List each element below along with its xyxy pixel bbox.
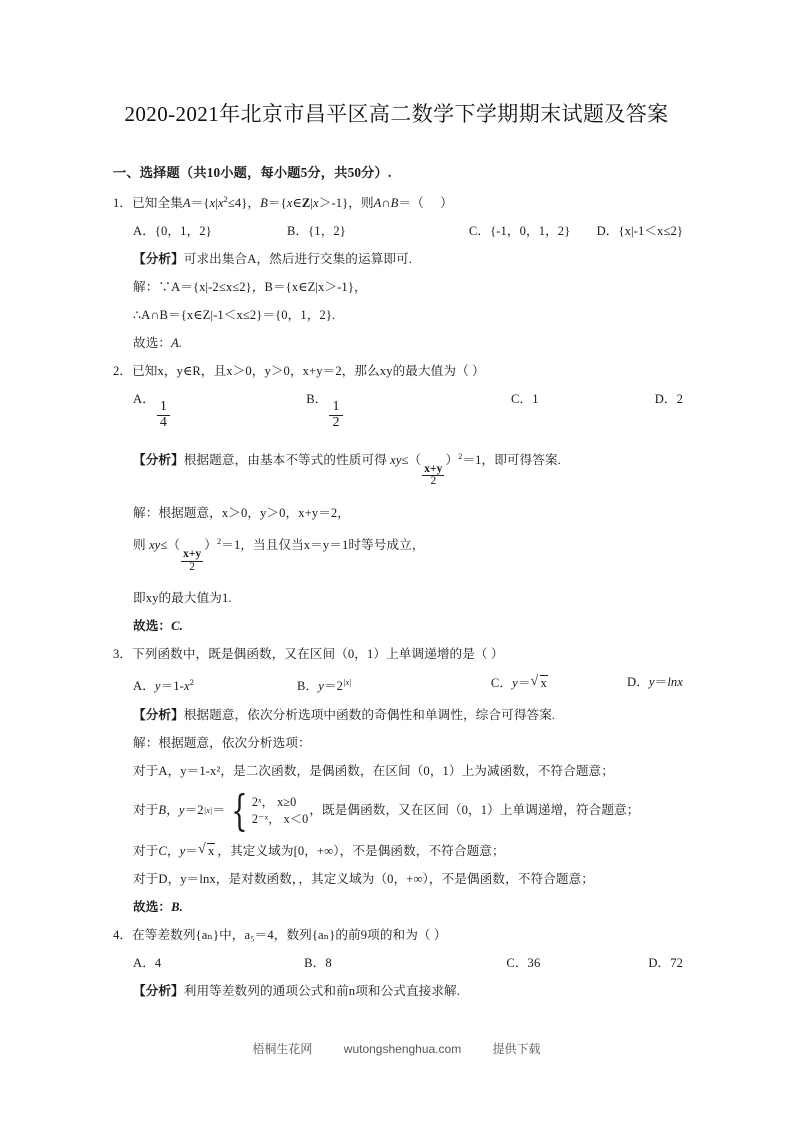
q2-option-b-numerator: 1 (329, 400, 342, 416)
q2-option-b-label: B． (306, 392, 328, 407)
q1-eq-2: ＝{ (267, 196, 287, 211)
answer-label: 故选： (133, 619, 172, 634)
q2-fraction-numerator: x+y (424, 462, 443, 475)
analysis-label: 【分析】 (133, 983, 184, 998)
question-2-options (133, 392, 683, 431)
q2-expr-xy-2: xy (148, 538, 161, 553)
question-3-case-c: 对于C，y＝ √ x ，其定义域为[0，+∞），不是偶函数，不符合题意； (133, 843, 683, 859)
q1-ineq-2: ＞-1}， (318, 196, 361, 211)
q2-option-a-denominator: 4 (159, 415, 167, 431)
q1-option-d[interactable]: D．{x|-1＜x≤2} (596, 224, 683, 239)
sqrt-icon: √ x (531, 675, 550, 691)
q3-case-b-branch-2: 2⁻ˣ， x＜0 (251, 811, 309, 826)
q1-bar-2: | (310, 196, 313, 211)
q1-ineq-1: ≤4}， (227, 196, 261, 211)
q1-member-sign: ∈ (292, 196, 302, 211)
q2-option-c-label: C． (511, 392, 533, 407)
q1-intersection: A∩B (373, 196, 399, 211)
answer-value: B. (171, 899, 183, 914)
footer-brand: 梧桐生花网 (252, 1042, 313, 1056)
q1-text-1: 已知全集 (132, 196, 183, 211)
q4-option-a[interactable]: A．4 (133, 955, 162, 970)
question-2-analysis: 【分析】根据题意，由基本不等式的性质可得 xy≤（ $\frac{x+y}{2}$ ）$^2$＝1，即可得答案. (133, 451, 561, 488)
q3-case-b-eq: ＝ (212, 803, 226, 818)
page-footer (0, 1040, 793, 1057)
q2-option-a-numerator: 1 (157, 400, 170, 416)
question-4-stem: 4．在等差数列{aₙ}中，a₅＝4，数列{aₙ}的前9项的和为（ ） (113, 927, 447, 942)
q2-option-b[interactable] (306, 392, 511, 431)
piecewise-brace-icon: { 2ˣ， x≥0 2⁻ˣ， x＜0 (231, 785, 309, 835)
q2-option-a-label: A． (133, 392, 155, 407)
question-4-analysis (133, 984, 683, 999)
q2-fraction-2 (181, 549, 203, 573)
q2-sol2-post: ＝1，当且仅当x＝y＝1时等号成立， (221, 538, 425, 553)
q3-option-d[interactable]: D．y＝lnx (627, 675, 683, 690)
answer-value: A. (171, 336, 183, 351)
q1-option-a[interactable]: A．{0，1，2} (133, 224, 212, 239)
question-1-solution-line-1: 解：∵A＝{x|-2≤x≤2}，B＝{x∈Z|x＞-1}， (133, 280, 367, 295)
question-3-analysis (133, 708, 683, 723)
question-1-solution-line-2: ∴A∩B＝{x∈Z|-1＜x≤2}＝{0，1，2}. (133, 308, 336, 323)
question-2-solution-line-3: 即xy的最大值为1. (133, 591, 232, 606)
q1-var-x-3: x (286, 196, 293, 211)
q2-option-a[interactable] (133, 392, 306, 431)
question-3-options (133, 675, 683, 694)
analysis-text-pre: 根据题意，由基本不等式的性质可得 (183, 453, 387, 468)
q1-option-b[interactable]: B．{1，2} (286, 224, 346, 239)
analysis-label: 【分析】 (133, 252, 184, 267)
q2-fraction-denominator: 2 (430, 475, 437, 488)
q2-fraction (422, 464, 444, 488)
question-1-analysis (133, 252, 683, 267)
section-header: 一、选择题（共10小题，每小题5分，共50分）. (113, 165, 392, 180)
q3-case-b-branch-1: 2ˣ， x≥0 (251, 794, 297, 809)
q4-option-c[interactable]: C．36 (506, 955, 541, 970)
q4-option-b[interactable]: B．8 (304, 955, 332, 970)
question-3-case-b (133, 785, 683, 835)
analysis-text: 可求出集合A，然后进行交集的运算即可. (183, 252, 413, 267)
q2-option-b-fraction (329, 400, 342, 430)
question-3-case-d: 对于D，y＝lnx，是对数函数，，其定义域为（0，+∞），不是偶函数，不符合题意； (133, 871, 594, 886)
analysis-text: 利用等差数列的通项公式和前n项和公式直接求解. (183, 983, 460, 998)
q2-option-c[interactable] (511, 392, 655, 407)
q1-set-b: B (260, 196, 268, 211)
q1-paren-close: ） (440, 196, 453, 211)
q3-case-b-post: ，既是偶函数，又在区间（0，1）上单调递增，符合题意； (309, 803, 640, 818)
q3-case-b-pre: 对于B，y＝2 (133, 803, 204, 818)
q2-option-d-label: D． (654, 392, 677, 407)
footer-action: 提供下载 (492, 1042, 541, 1056)
question-2 (113, 364, 683, 634)
footer-site: wutongshenghua.com (343, 1042, 462, 1056)
q2-option-b-denominator: 2 (332, 415, 340, 431)
q1-bar-1: | (215, 196, 218, 211)
question-1-options (133, 224, 683, 239)
question-4 (113, 928, 683, 999)
q1-set-a: A (182, 196, 191, 211)
answer-value: C. (171, 619, 183, 634)
question-3-stem: 3．下列函数中，既是偶函数，又在区间（0，1）上单调递增的是（ ） (113, 647, 504, 662)
q2-fraction-power: 2 (458, 451, 463, 461)
q2-expr-xy: xy (390, 453, 402, 468)
question-2-solution-line-1: 解：根据题意，x＞0，y＞0，x+y＝2， (133, 506, 350, 521)
q2-fraction-2-numerator: x+y (183, 548, 202, 561)
q1-var-x-1: x (209, 196, 216, 211)
question-3-case-a: 对于A，y＝1-x²，是二次函数，是偶函数，在区间（0，1）上为减函数，不符合题意； (133, 763, 614, 778)
q1-eq-1: ＝{ (190, 196, 210, 211)
q2-option-c-value: 1 (532, 392, 539, 407)
question-1 (113, 192, 683, 351)
q1-exponent: 2 (223, 195, 228, 204)
question-2-answer (133, 619, 683, 634)
q1-var-x-2: x (217, 196, 224, 211)
analysis-text: 根据题意，依次分析选项中函数的奇偶性和单调性，综合可得答案. (183, 707, 556, 722)
q4-option-d[interactable]: D．72 (648, 955, 683, 970)
answer-label: 故选： (133, 899, 172, 914)
question-1-answer (133, 336, 683, 351)
page-title: 2020-2021年北京市昌平区高二数学下学期期末试题及答案 (124, 102, 669, 126)
analysis-label: 【分析】 (133, 707, 184, 722)
q1-option-c[interactable]: C．{-1，0，1，2} (468, 224, 571, 239)
q1-integer-set: Z (301, 196, 311, 211)
q3-case-b-exponent: |x| (203, 806, 213, 816)
q2-fraction-2-denominator: 2 (189, 560, 196, 573)
question-3 (113, 647, 683, 914)
q2-sol2-pre: 则 (133, 538, 146, 553)
q2-option-d-value: 2 (676, 392, 684, 407)
analysis-text-post: ＝1，即可得答案. (462, 453, 561, 468)
q1-eq-3: ＝（ (398, 196, 424, 211)
q2-option-a-fraction (157, 400, 170, 430)
q1-number: 1． (113, 196, 133, 211)
document-body (113, 163, 683, 1012)
q3-option-a[interactable]: A．$y=1-x^2$ (133, 678, 194, 694)
q1-var-x-4: x (313, 196, 319, 211)
q3-option-b[interactable]: B．$y=2^{|x|}$ (297, 678, 352, 694)
analysis-label: 【分析】 (133, 453, 184, 468)
q3-option-c[interactable]: C．y＝ √ x (491, 675, 627, 691)
q2-option-d[interactable] (655, 392, 683, 407)
question-1-stem (113, 192, 683, 211)
question-3-answer (133, 900, 683, 915)
question-2-solution-line-2: 则 xy≤（ $\frac{x+y}{2}$ ）$^2$＝1，当且仅当x＝y＝1时等号成立， (133, 537, 425, 573)
answer-label: 故选： (133, 336, 172, 351)
question-4-options (133, 956, 683, 971)
question-2-stem: 2．已知x，y∈R，且x＞0，y＞0，x+y＝2，那么xy的最大值为（ ） (113, 364, 485, 379)
question-3-solution-intro: 解：根据题意，依次分析选项： (133, 735, 311, 750)
q1-then: 则 (360, 196, 374, 211)
q2-fraction-2-power: 2 (216, 537, 222, 547)
sqrt-icon: √ x (198, 843, 217, 859)
